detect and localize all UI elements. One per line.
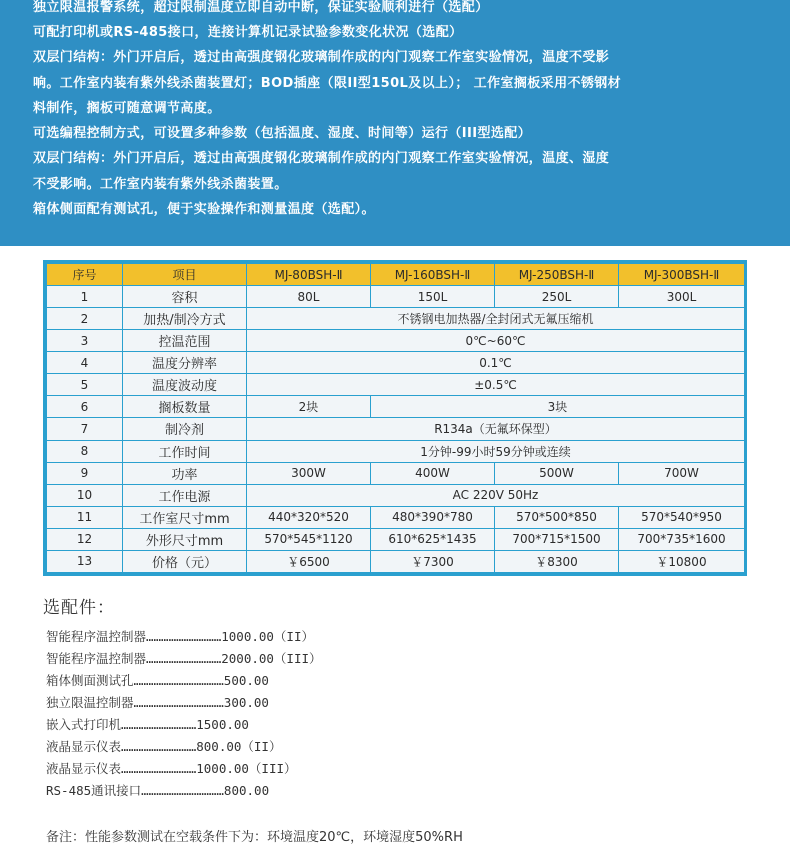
row-number: 8: [47, 440, 123, 462]
option-item: 箱体侧面测试孔………………………………500.00: [46, 673, 269, 688]
row-item: 搁板数量: [123, 396, 247, 418]
header-cell: MJ-160BSH-Ⅱ: [371, 264, 495, 286]
cell-value: 80L: [247, 286, 371, 308]
cell-value: 150L: [371, 286, 495, 308]
table-row: [47, 440, 745, 462]
cell-value: 570*540*950: [619, 506, 745, 528]
row-number: 5: [47, 374, 123, 396]
option-item: 独立限温控制器………………………………300.00: [46, 695, 269, 710]
table-row: [47, 550, 745, 572]
header-cell: MJ-300BSH-Ⅱ: [619, 264, 745, 286]
table-row: [47, 506, 745, 528]
intro-line: 料制作，搁板可随意调节高度。: [33, 101, 221, 116]
option-item: 嵌入式打印机…………………………1500.00: [46, 717, 249, 732]
cell-value: 440*320*520: [247, 506, 371, 528]
table-row: [47, 286, 745, 308]
row-number: 4: [47, 352, 123, 374]
row-item: 价格（元）: [123, 550, 247, 572]
option-item: 液晶显示仪表…………………………1000.00（III）: [46, 761, 297, 776]
table-row: [47, 308, 745, 330]
cell-value: 2块: [247, 396, 371, 418]
cell-value: 500W: [495, 462, 619, 484]
row-number: 10: [47, 484, 123, 506]
cell-value: AC 220V 50Hz: [247, 484, 745, 506]
cell-value: 570*500*850: [495, 506, 619, 528]
row-item: 容积: [123, 286, 247, 308]
option-item: RS-485通讯接口……………………………800.00: [46, 783, 270, 798]
option-item: 智能程序温控制器…………………………2000.00（III）: [46, 651, 322, 666]
row-item: 温度分辨率: [123, 352, 247, 374]
row-item: 功率: [123, 462, 247, 484]
table-row: [47, 484, 745, 506]
row-item: 加热/制冷方式: [123, 308, 247, 330]
table-row: [47, 418, 745, 440]
header-cell: MJ-80BSH-Ⅱ: [247, 264, 371, 286]
cell-value: ￥8300: [495, 550, 619, 572]
header-cell: 项目: [123, 264, 247, 286]
table-header-row: [47, 264, 745, 286]
row-number: 11: [47, 506, 123, 528]
option-item: 智能程序温控制器…………………………1000.00（II）: [46, 629, 314, 644]
cell-value: ±0.5℃: [247, 374, 745, 396]
cell-value: 0.1℃: [247, 352, 745, 374]
table-row: [47, 528, 745, 550]
intro-line: 双层门结构：外门开启后，透过由高强度钢化玻璃制作成的内门观察工作室实验情况，温度、湿度: [33, 151, 610, 166]
cell-value: 1分钟-99小时59分钟或连续: [247, 440, 745, 462]
cell-value: 400W: [371, 462, 495, 484]
footnote: 备注：性能参数测试在空载条件下为：环境温度20℃，环境湿度50%RH: [46, 830, 463, 845]
intro-line: 可选编程控制方式，可设置多种参数（包括温度、湿度、时间等）运行（III型选配）: [33, 126, 532, 141]
table-row: [47, 330, 745, 352]
row-item: 制冷剂: [123, 418, 247, 440]
header-cell: 序号: [47, 264, 123, 286]
cell-value: ￥7300: [371, 550, 495, 572]
cell-value: 不锈钢电加热器/全封闭式无氟压缩机: [247, 308, 745, 330]
table-row: [47, 396, 745, 418]
table-row: [47, 374, 745, 396]
cell-value: 700*735*1600: [619, 528, 745, 550]
row-item: 控温范围: [123, 330, 247, 352]
row-number: 7: [47, 418, 123, 440]
header-cell: MJ-250BSH-Ⅱ: [495, 264, 619, 286]
cell-value: ￥10800: [619, 550, 745, 572]
cell-value: 570*545*1120: [247, 528, 371, 550]
intro-banner: [0, 0, 790, 246]
option-item: 液晶显示仪表…………………………800.00（II）: [46, 739, 282, 754]
row-number: 9: [47, 462, 123, 484]
intro-line: 可配打印机或RS-485接口，连接计算机记录试验参数变化状况（选配）: [33, 25, 463, 40]
intro-line: 箱体侧面配有测试孔，便于实验操作和测量温度（选配）。: [33, 202, 375, 217]
cell-value: 700*715*1500: [495, 528, 619, 550]
spec-table-frame: [43, 260, 747, 576]
row-number: 2: [47, 308, 123, 330]
cell-value: ￥6500: [247, 550, 371, 572]
intro-line: 不受影响。工作室内装有紫外线杀菌装置。: [33, 177, 288, 192]
row-number: 1: [47, 286, 123, 308]
table-row: [47, 462, 745, 484]
cell-value: 300L: [619, 286, 745, 308]
row-number: 6: [47, 396, 123, 418]
row-item: 工作电源: [123, 484, 247, 506]
cell-value: 3块: [371, 396, 745, 418]
spec-table: [46, 263, 745, 573]
row-item: 工作室尺寸mm: [123, 506, 247, 528]
row-number: 13: [47, 550, 123, 572]
intro-line: 独立限温报警系统，超过限制温度立即自动中断，保证实验顺利进行（选配）: [33, 0, 489, 15]
options-title: 选配件：: [43, 598, 115, 618]
intro-line: 响。工作室内装有紫外线杀菌装置灯；BOD插座（限II型150L及以上）； 工作室搁板采用不锈钢材: [33, 76, 622, 91]
table-row: [47, 352, 745, 374]
row-item: 外形尺寸mm: [123, 528, 247, 550]
cell-value: 610*625*1435: [371, 528, 495, 550]
row-item: 工作时间: [123, 440, 247, 462]
cell-value: R134a（无氟环保型）: [247, 418, 745, 440]
cell-value: 300W: [247, 462, 371, 484]
cell-value: 0℃~60℃: [247, 330, 745, 352]
cell-value: 700W: [619, 462, 745, 484]
intro-line: 双层门结构：外门开启后，透过由高强度钢化玻璃制作成的内门观察工作室实验情况，温度不受影: [33, 50, 610, 65]
cell-value: 250L: [495, 286, 619, 308]
cell-value: 480*390*780: [371, 506, 495, 528]
row-number: 3: [47, 330, 123, 352]
row-number: 12: [47, 528, 123, 550]
row-item: 温度波动度: [123, 374, 247, 396]
